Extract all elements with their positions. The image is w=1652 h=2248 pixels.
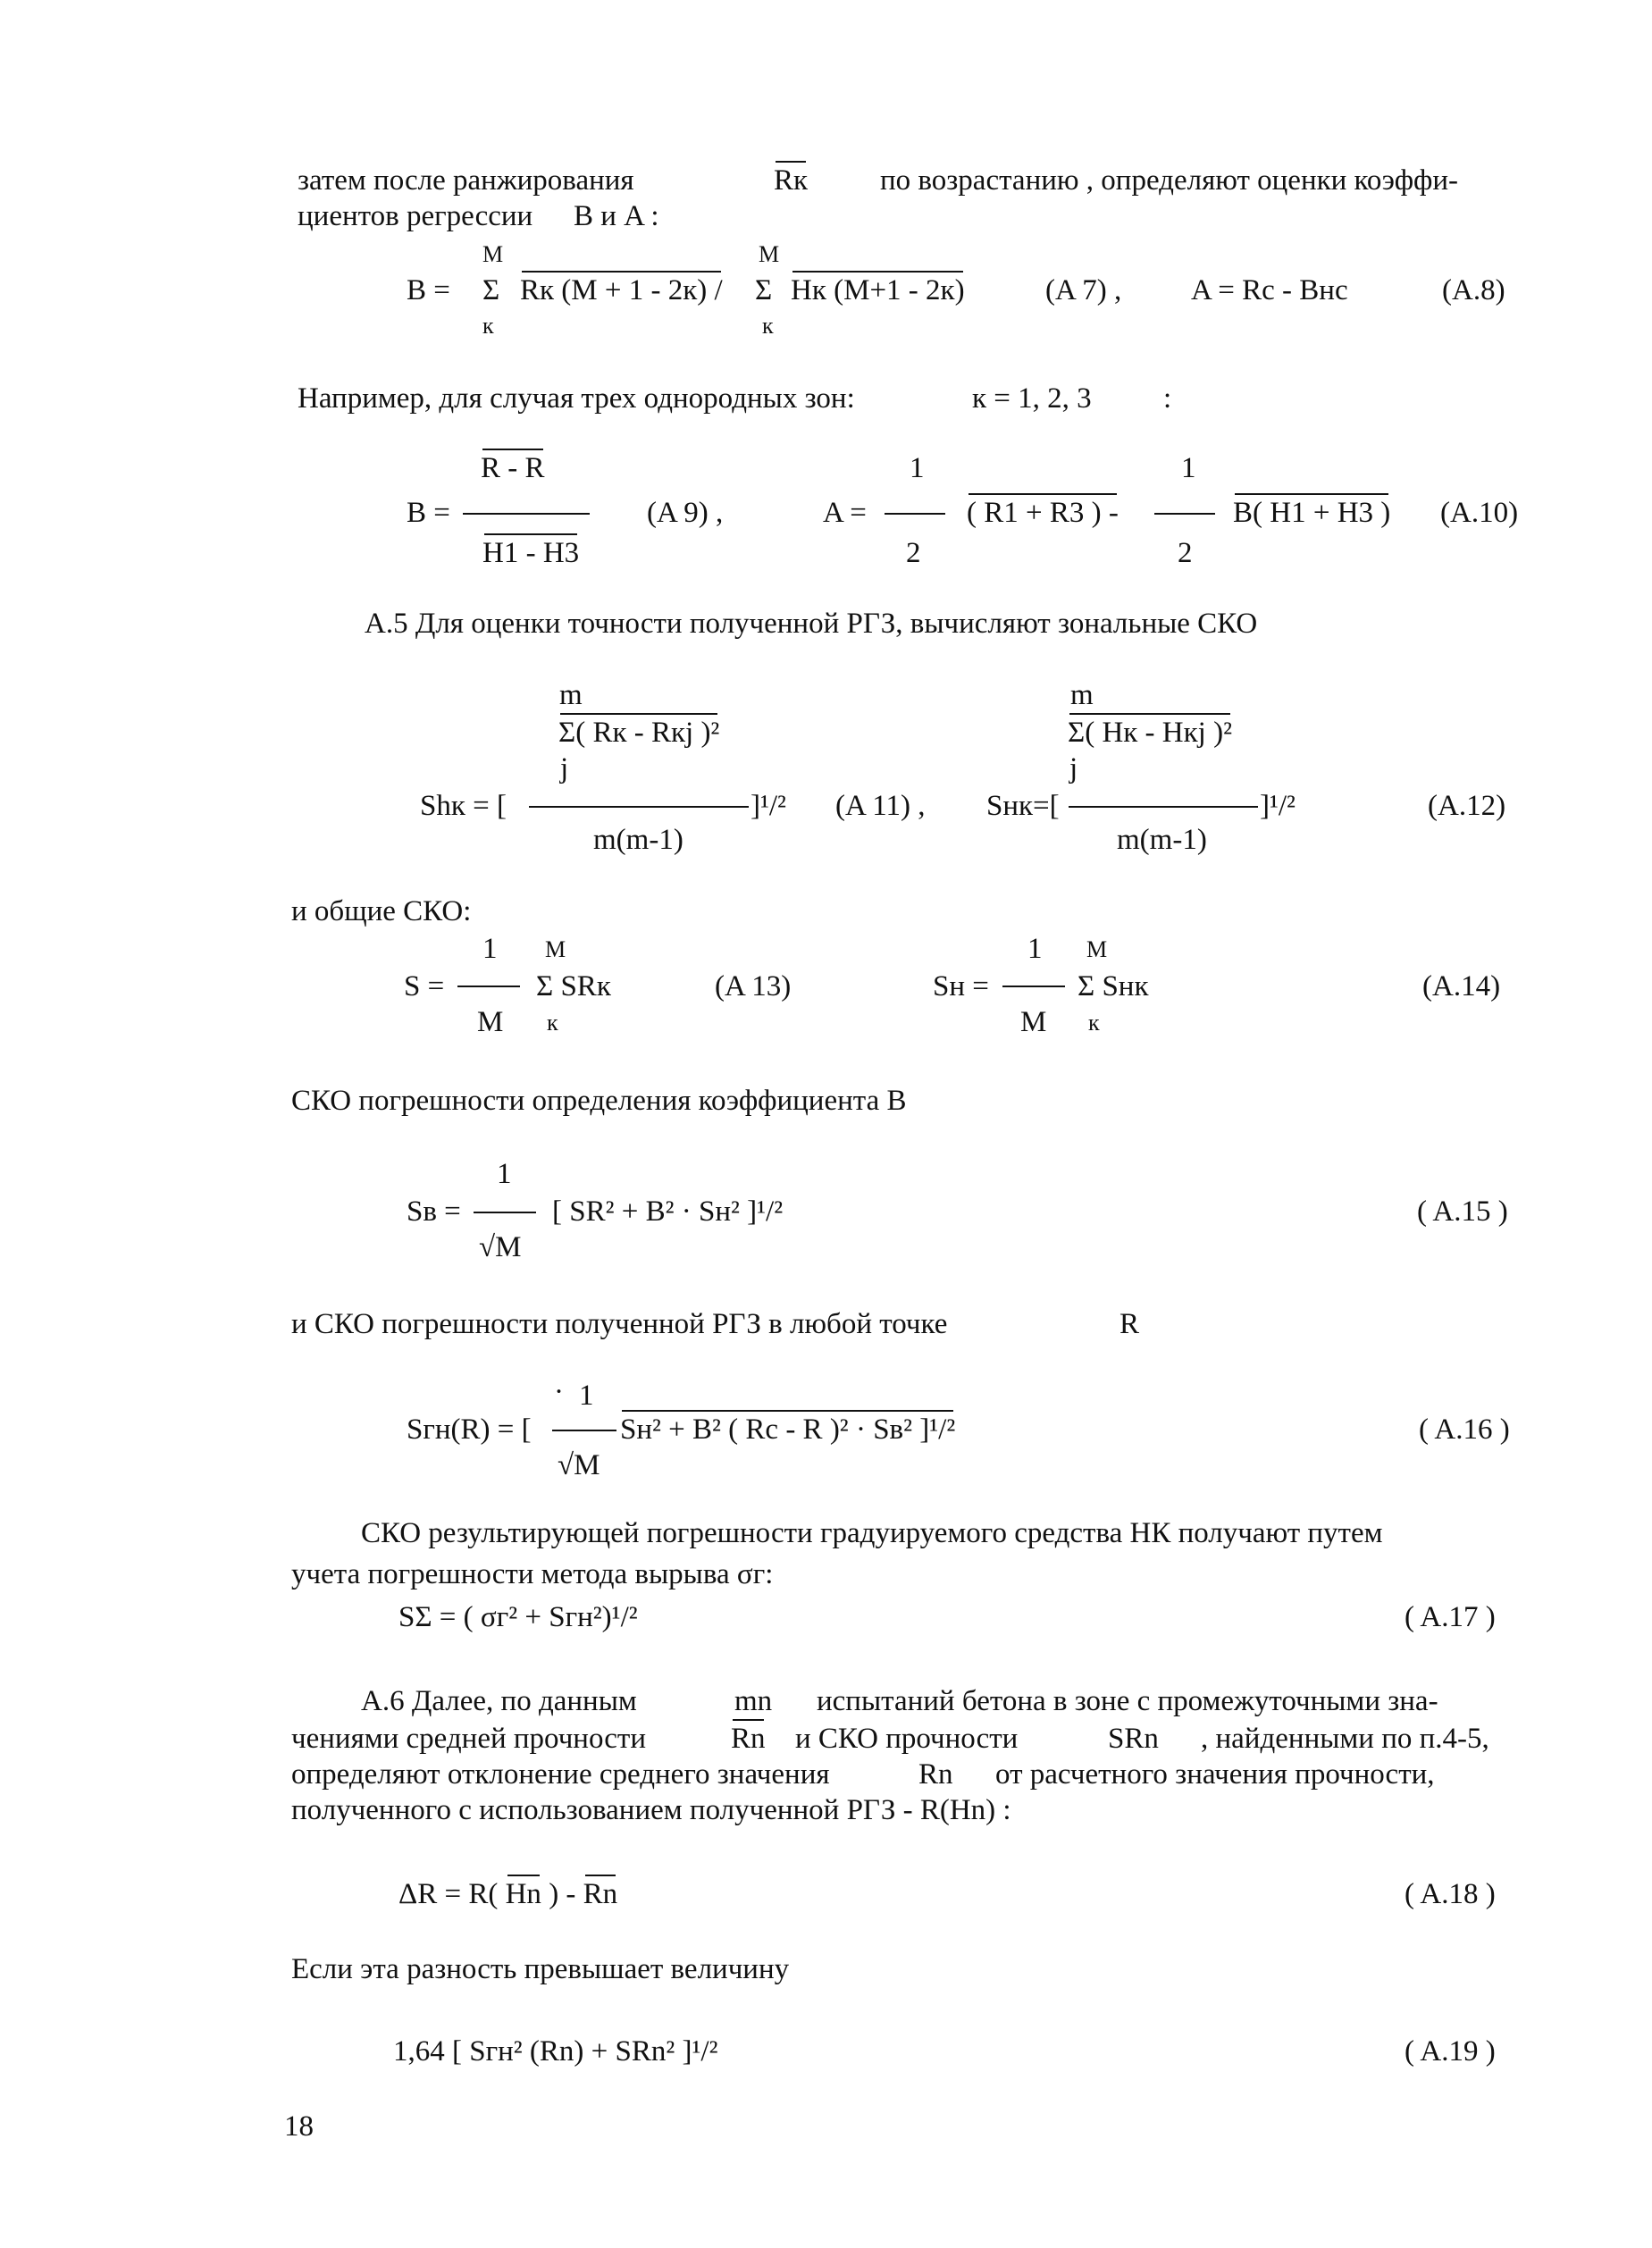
equation-lhs: Sн = (933, 970, 989, 1002)
fraction-numerator: 1 (482, 933, 498, 965)
fraction-bar (474, 1212, 536, 1213)
intro-text: затем после ранжирования (298, 164, 634, 197)
sum-lower-limit: к (547, 1010, 558, 1036)
fraction-bar (1154, 513, 1215, 515)
dot-mark: · (554, 1376, 564, 1408)
fraction-numerator: 1 (910, 452, 925, 484)
equation-a8: A = Rc - Bнc (1191, 274, 1348, 306)
fraction-denominator: m(m-1) (593, 824, 683, 856)
equation-lhs: Sнк=[ (986, 790, 1060, 822)
section-a6-text: от расчетного значения прочности, (995, 1758, 1435, 1791)
equation-body: Sн² + B² ( Rc - R )² · Sв² ]¹/² (620, 1413, 956, 1446)
equation-label: ( A.19 ) (1405, 2035, 1496, 2068)
equation-body: [ SR² + B² · Sн² ]¹/² (552, 1195, 784, 1228)
fraction-denominator: m(m-1) (1117, 824, 1207, 856)
fraction-numerator: 1 (497, 1158, 512, 1190)
equation-label: (A 11) , (835, 790, 926, 822)
equation-label: (A.8) (1442, 274, 1505, 306)
sum-sign: Σ (755, 274, 773, 306)
fraction-denominator: H1 - H3 (482, 537, 580, 569)
fraction-denominator: 2 (906, 537, 921, 569)
equation-lhs: B = (407, 497, 450, 529)
sum-term: Σ( Rк - Rкj )² (558, 717, 720, 749)
equation-label: (A.10) (1440, 497, 1519, 529)
sum-upper-limit: M (1086, 936, 1108, 962)
sum-upper-limit: m (1070, 679, 1094, 711)
fraction-numerator: 1 (579, 1380, 594, 1412)
equation-label: (A 7) , (1045, 274, 1122, 306)
section-a6-text: чениями средней прочности (291, 1723, 647, 1755)
example-text: Например, для случая трех однородных зон: (298, 382, 855, 415)
equation-lhs: S = (404, 970, 445, 1002)
symbol-rk-bar: Rк (774, 164, 809, 197)
equation-label: ( A.16 ) (1419, 1413, 1510, 1446)
fraction-numerator: 1 (1181, 452, 1196, 484)
fraction-bar (885, 513, 945, 515)
intro-text: по возрастанию , определяют оценки коэффи- (880, 164, 1458, 197)
section-a6-text: , найденными по п.4-5, (1201, 1723, 1489, 1755)
section-a5-text: A.5 Для оценки точности полученной РГЗ, вычисляют зональные СКО (365, 608, 1258, 640)
equation-lhs: Sгн(R) = [ (407, 1413, 532, 1446)
equation-term: ( R1 + R3 ) - (967, 497, 1119, 529)
equation-term: B( H1 + H3 ) (1233, 497, 1391, 529)
sum-upper-limit: M (545, 936, 566, 962)
equation-lhs: Shк = [ (420, 790, 507, 822)
equation-label: ( A.15 ) (1417, 1195, 1508, 1228)
general-sko-text: и общие СКО: (291, 895, 472, 927)
fraction-bar (457, 986, 520, 987)
sum-lower-limit: j (1069, 752, 1078, 784)
equation-label: ( A.17 ) (1405, 1601, 1496, 1633)
equation-a19: 1,64 [ Sгн² (Rn) + SRn² ]¹/² (393, 2035, 718, 2068)
colon: : (1163, 382, 1172, 415)
equation-lhs: A = (823, 497, 867, 529)
sum-sign: Σ (482, 274, 500, 306)
symbol-mn: mn (734, 1685, 773, 1717)
equation-rhs: ]¹/² (751, 790, 786, 822)
fraction-bar (529, 806, 749, 808)
symbol-r: R (1120, 1308, 1140, 1340)
fraction-denominator: 2 (1178, 537, 1193, 569)
equation-a18: ΔR = R( Hn ) - Rn (398, 1878, 618, 1910)
equation-label: (A.12) (1428, 790, 1506, 822)
equation-lhs: B = (407, 274, 450, 306)
intro-text: B и A : (574, 200, 659, 232)
section-a6-text: испытаний бетона в зоне с промежуточными зна- (817, 1685, 1438, 1717)
sum-upper-limit: M (482, 241, 504, 267)
symbol-rn-bar: Rn (731, 1723, 766, 1755)
equation-label: (A.14) (1422, 970, 1501, 1002)
fraction-denominator: √M (479, 1231, 522, 1263)
sum-upper-limit: M (759, 241, 780, 267)
fraction-denominator: M (477, 1006, 504, 1038)
result-text: учета погрешности метода вырыва σг: (291, 1558, 774, 1590)
exceed-text: Если эта разность превышает величину (291, 1953, 790, 1985)
sum-lower-limit: к (762, 313, 774, 339)
equation-term: Rк (M + 1 - 2к) / (520, 274, 723, 306)
fraction-bar (1069, 806, 1258, 808)
equation-label: ( A.18 ) (1405, 1878, 1496, 1910)
page-number: 18 (284, 2110, 314, 2143)
equation-label: (A 13) (715, 970, 792, 1002)
result-text: СКО результирующей погрешности градуируемого средства НК получают путем (361, 1517, 1383, 1549)
section-a6-text: определяют отклонение среднего значения (291, 1758, 830, 1791)
equation-a17: SΣ = ( σг² + Sгн²)¹/² (398, 1601, 638, 1633)
fraction-bar (1002, 986, 1065, 987)
sko-b-text: СКО погрешности определения коэффициента B (291, 1085, 907, 1117)
k-values: к = 1, 2, 3 (972, 382, 1092, 415)
sum-lower-limit: j (560, 752, 569, 784)
sum-term: Σ( Hк - Hкj )² (1068, 717, 1232, 749)
equation-label: (A 9) , (647, 497, 724, 529)
symbol-rn: Rn (918, 1758, 953, 1791)
section-a6-text: и СКО прочности (795, 1723, 1019, 1755)
symbol-srn: SRn (1108, 1723, 1159, 1755)
sko-rgz-text: и СКО погрешности полученной РГЗ в любой точке (291, 1308, 948, 1340)
fraction-bar (552, 1430, 616, 1431)
equation-rhs: ]¹/² (1260, 790, 1296, 822)
fraction-bar (463, 513, 590, 515)
section-a6-text: полученного с использованием полученной РГЗ - R(Hn) : (291, 1794, 1011, 1826)
fraction-denominator: √M (558, 1449, 600, 1481)
section-a6-text: A.6 Далее, по данным (361, 1685, 637, 1717)
equation-lhs: Sв = (407, 1195, 461, 1228)
sum-term: Σ SRк (536, 970, 611, 1002)
intro-text: циентов регрессии (298, 200, 533, 232)
sum-lower-limit: к (482, 313, 494, 339)
fraction-numerator: 1 (1027, 933, 1043, 965)
equation-term: Hк (M+1 - 2к) (791, 274, 965, 306)
sum-term: Σ Sнк (1078, 970, 1149, 1002)
fraction-numerator: R - R (481, 452, 545, 484)
sum-lower-limit: к (1088, 1010, 1100, 1036)
sum-upper-limit: m (559, 679, 583, 711)
fraction-denominator: M (1020, 1006, 1047, 1038)
